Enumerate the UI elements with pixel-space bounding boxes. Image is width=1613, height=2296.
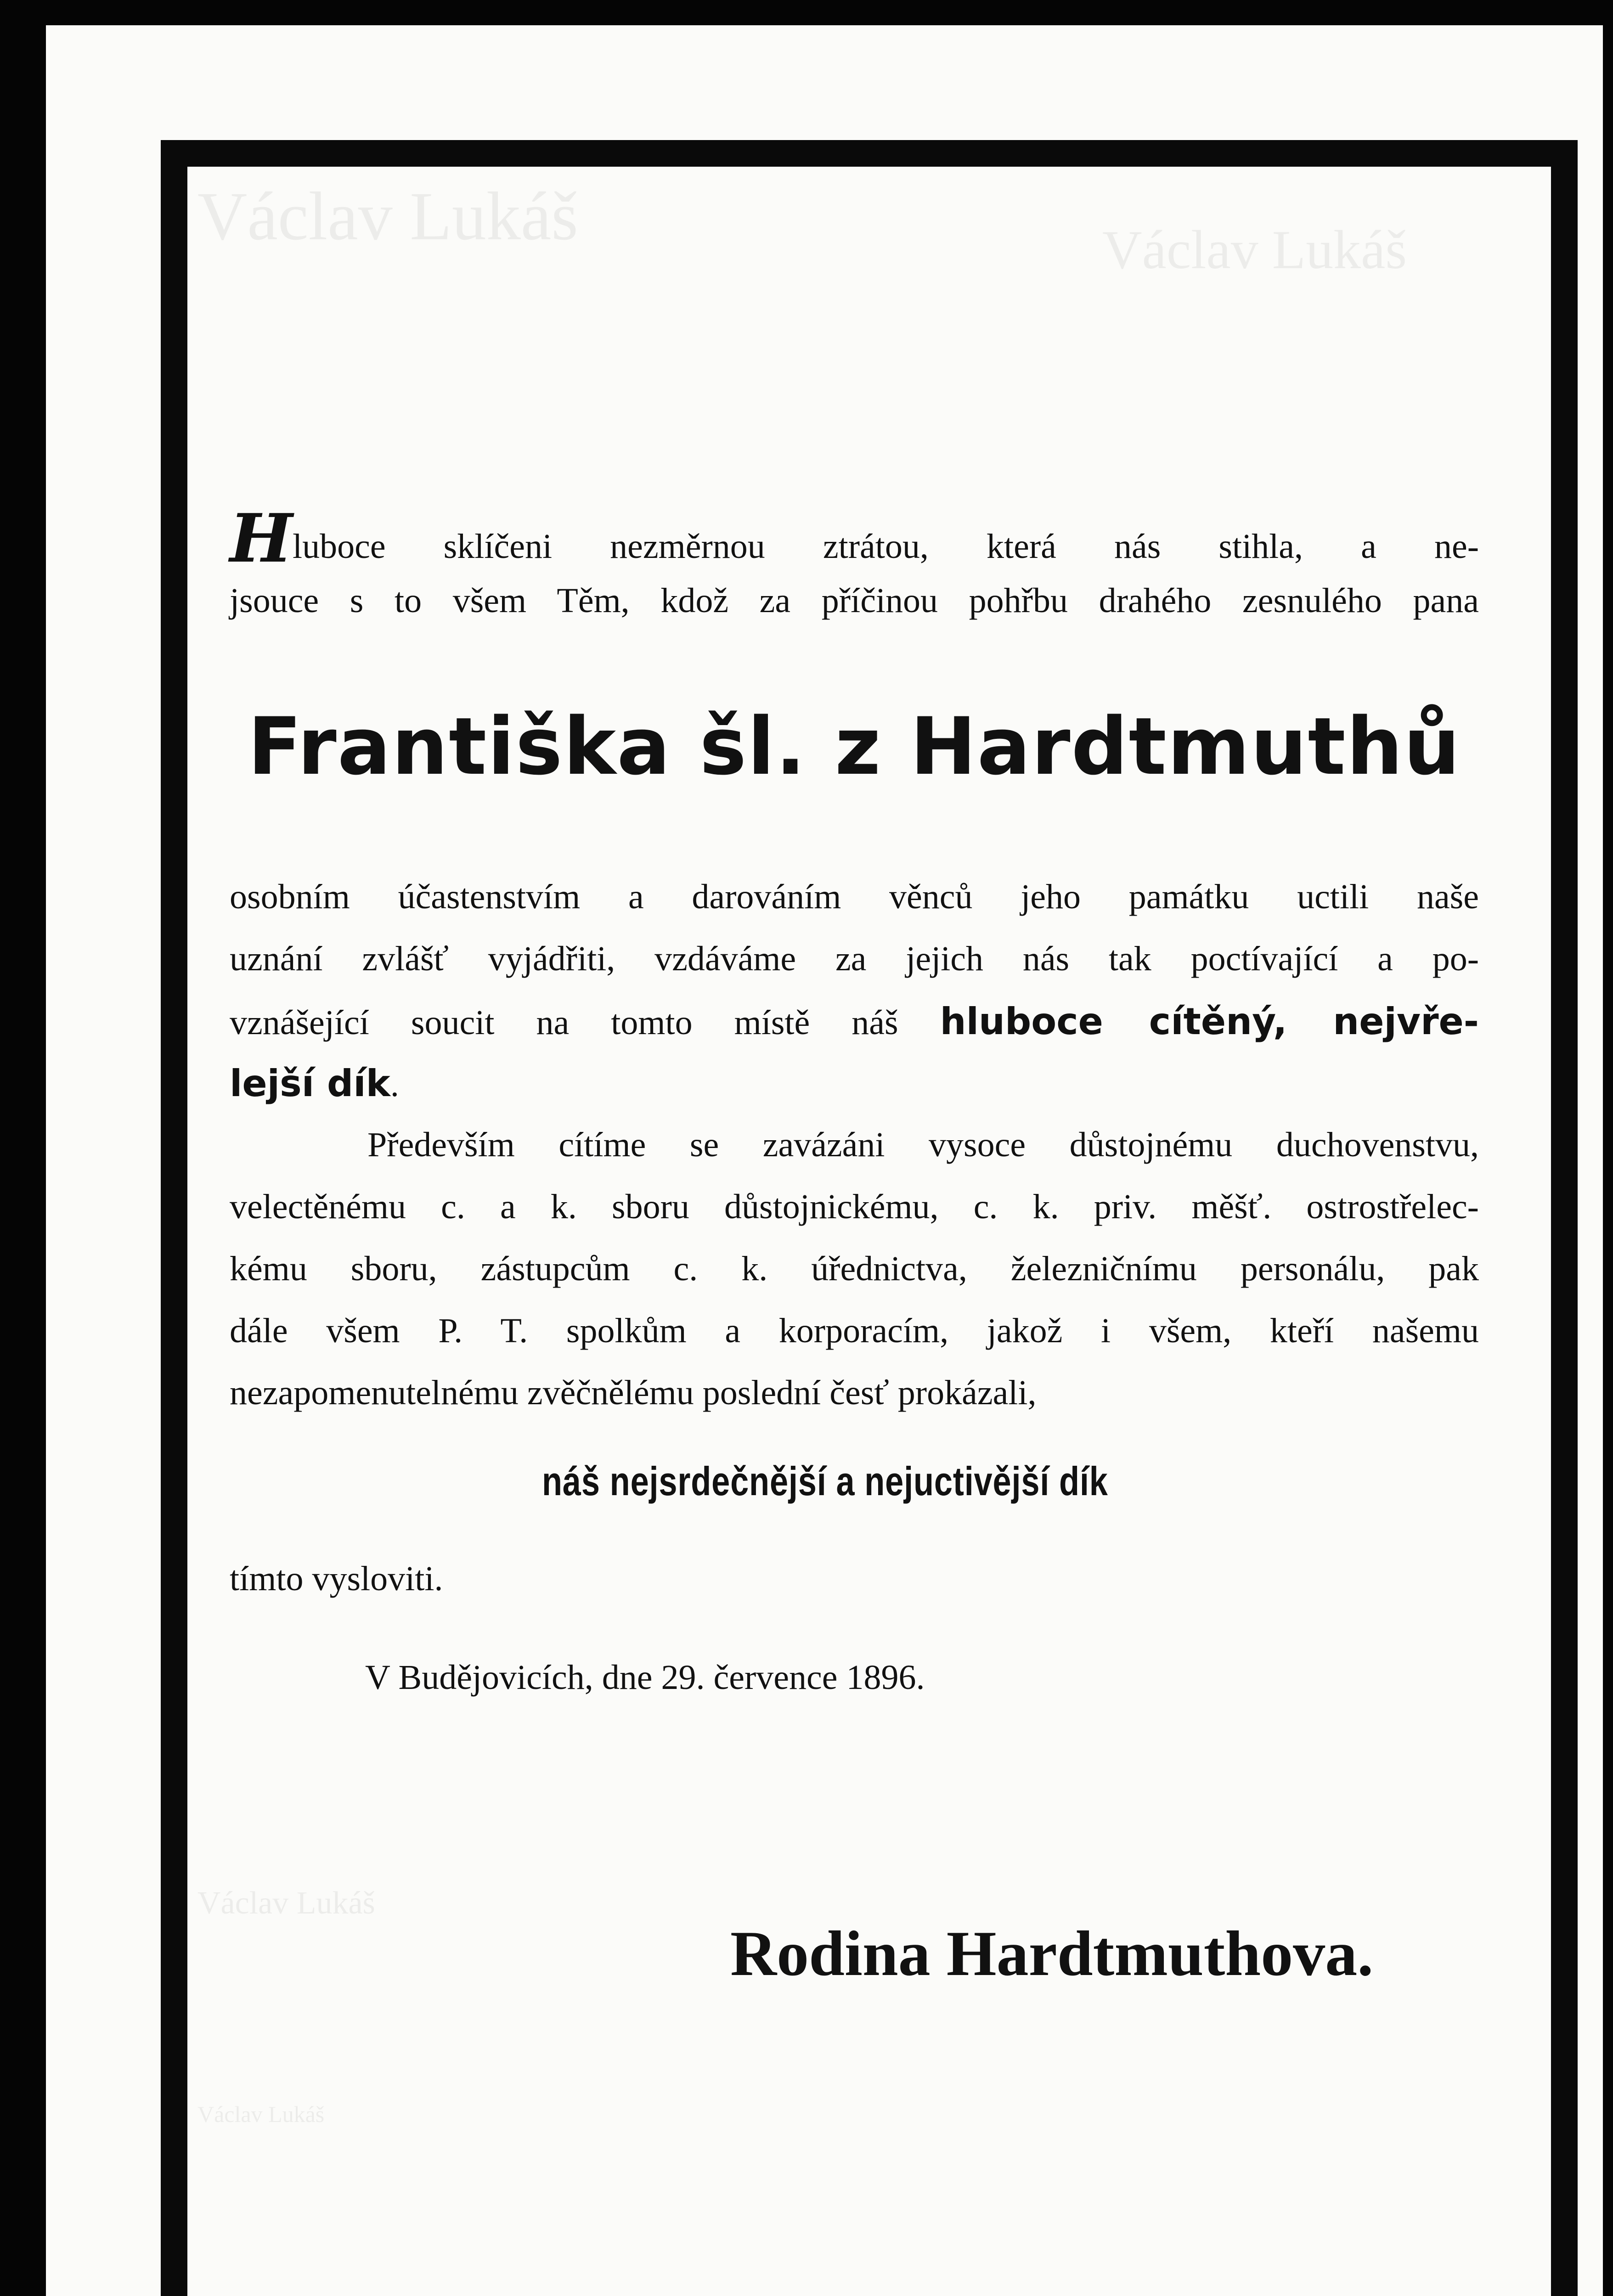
signature: Rodina Hardtmuthova. <box>730 1918 1374 1989</box>
bleed-through-text: Václav Lukáš <box>197 1885 375 1921</box>
paragraph-1-line-3: vznášející soucit na tomto místě náš hluboce cítěný, nejvře- <box>230 1000 1479 1043</box>
paragraph-2-line-5: nezapomenutelnému zvěčnělému poslední česť prokázali, <box>230 1373 1037 1412</box>
paragraph-1-line-2: uznání zvlášť vyjádřiti, vzdáváme za jejich nás tak poctívající a po- <box>230 940 1479 978</box>
paragraph-2-line-3: kému sboru, zástupcům c. k. úřednictva, železničnímu personálu, pak <box>230 1249 1479 1288</box>
bleed-through-text: Václav Lukáš <box>197 178 578 254</box>
paragraph-2-line-4: dále všem P. T. spolkům a korporacím, jakož i všem, kteří našemu <box>230 1311 1479 1350</box>
place-and-date: V Budějovicích, dne 29. července 1896. <box>365 1658 925 1697</box>
deceased-name: Františka šl. z Hardtmuthů <box>248 700 1461 793</box>
paragraph-2-line-1: Především cítíme se zavázáni vysoce důstojnému duchovenstvu, <box>367 1125 1479 1164</box>
bleed-through-text: Václav Lukáš <box>1102 219 1407 280</box>
initial-letter: H <box>230 500 293 578</box>
paragraph-1-line-4: lejší dík. <box>230 1062 399 1105</box>
paragraph-1-line-1: osobním účastenstvím a darováním věnců jeho památku uctili naše <box>230 878 1479 916</box>
closing-line: tímto vysloviti. <box>230 1559 443 1598</box>
newspaper-page <box>46 25 1603 2296</box>
paragraph-2-line-2: velectěnému c. a k. sboru důstojnickému, c. k. priv. měšť. ostrostřelec- <box>230 1187 1479 1226</box>
scan-edge <box>0 0 46 2296</box>
emphasis-text: hluboce cítěný, nejvře- <box>940 1000 1479 1043</box>
thanks-heading: náš nejsrdečnější a nejuctivější dík <box>542 1458 1108 1504</box>
intro-line-1: Hluboce sklíčeni nezměrnou ztrátou, která nás stihla, a ne- <box>230 500 1479 578</box>
intro-line-2: jsouce s to všem Těm, kdož za příčinou pohřbu drahého zesnulého pana <box>230 581 1479 620</box>
bleed-through-text: Václav Lukáš <box>197 2101 325 2127</box>
emphasis-text: lejší dík <box>230 1062 390 1105</box>
